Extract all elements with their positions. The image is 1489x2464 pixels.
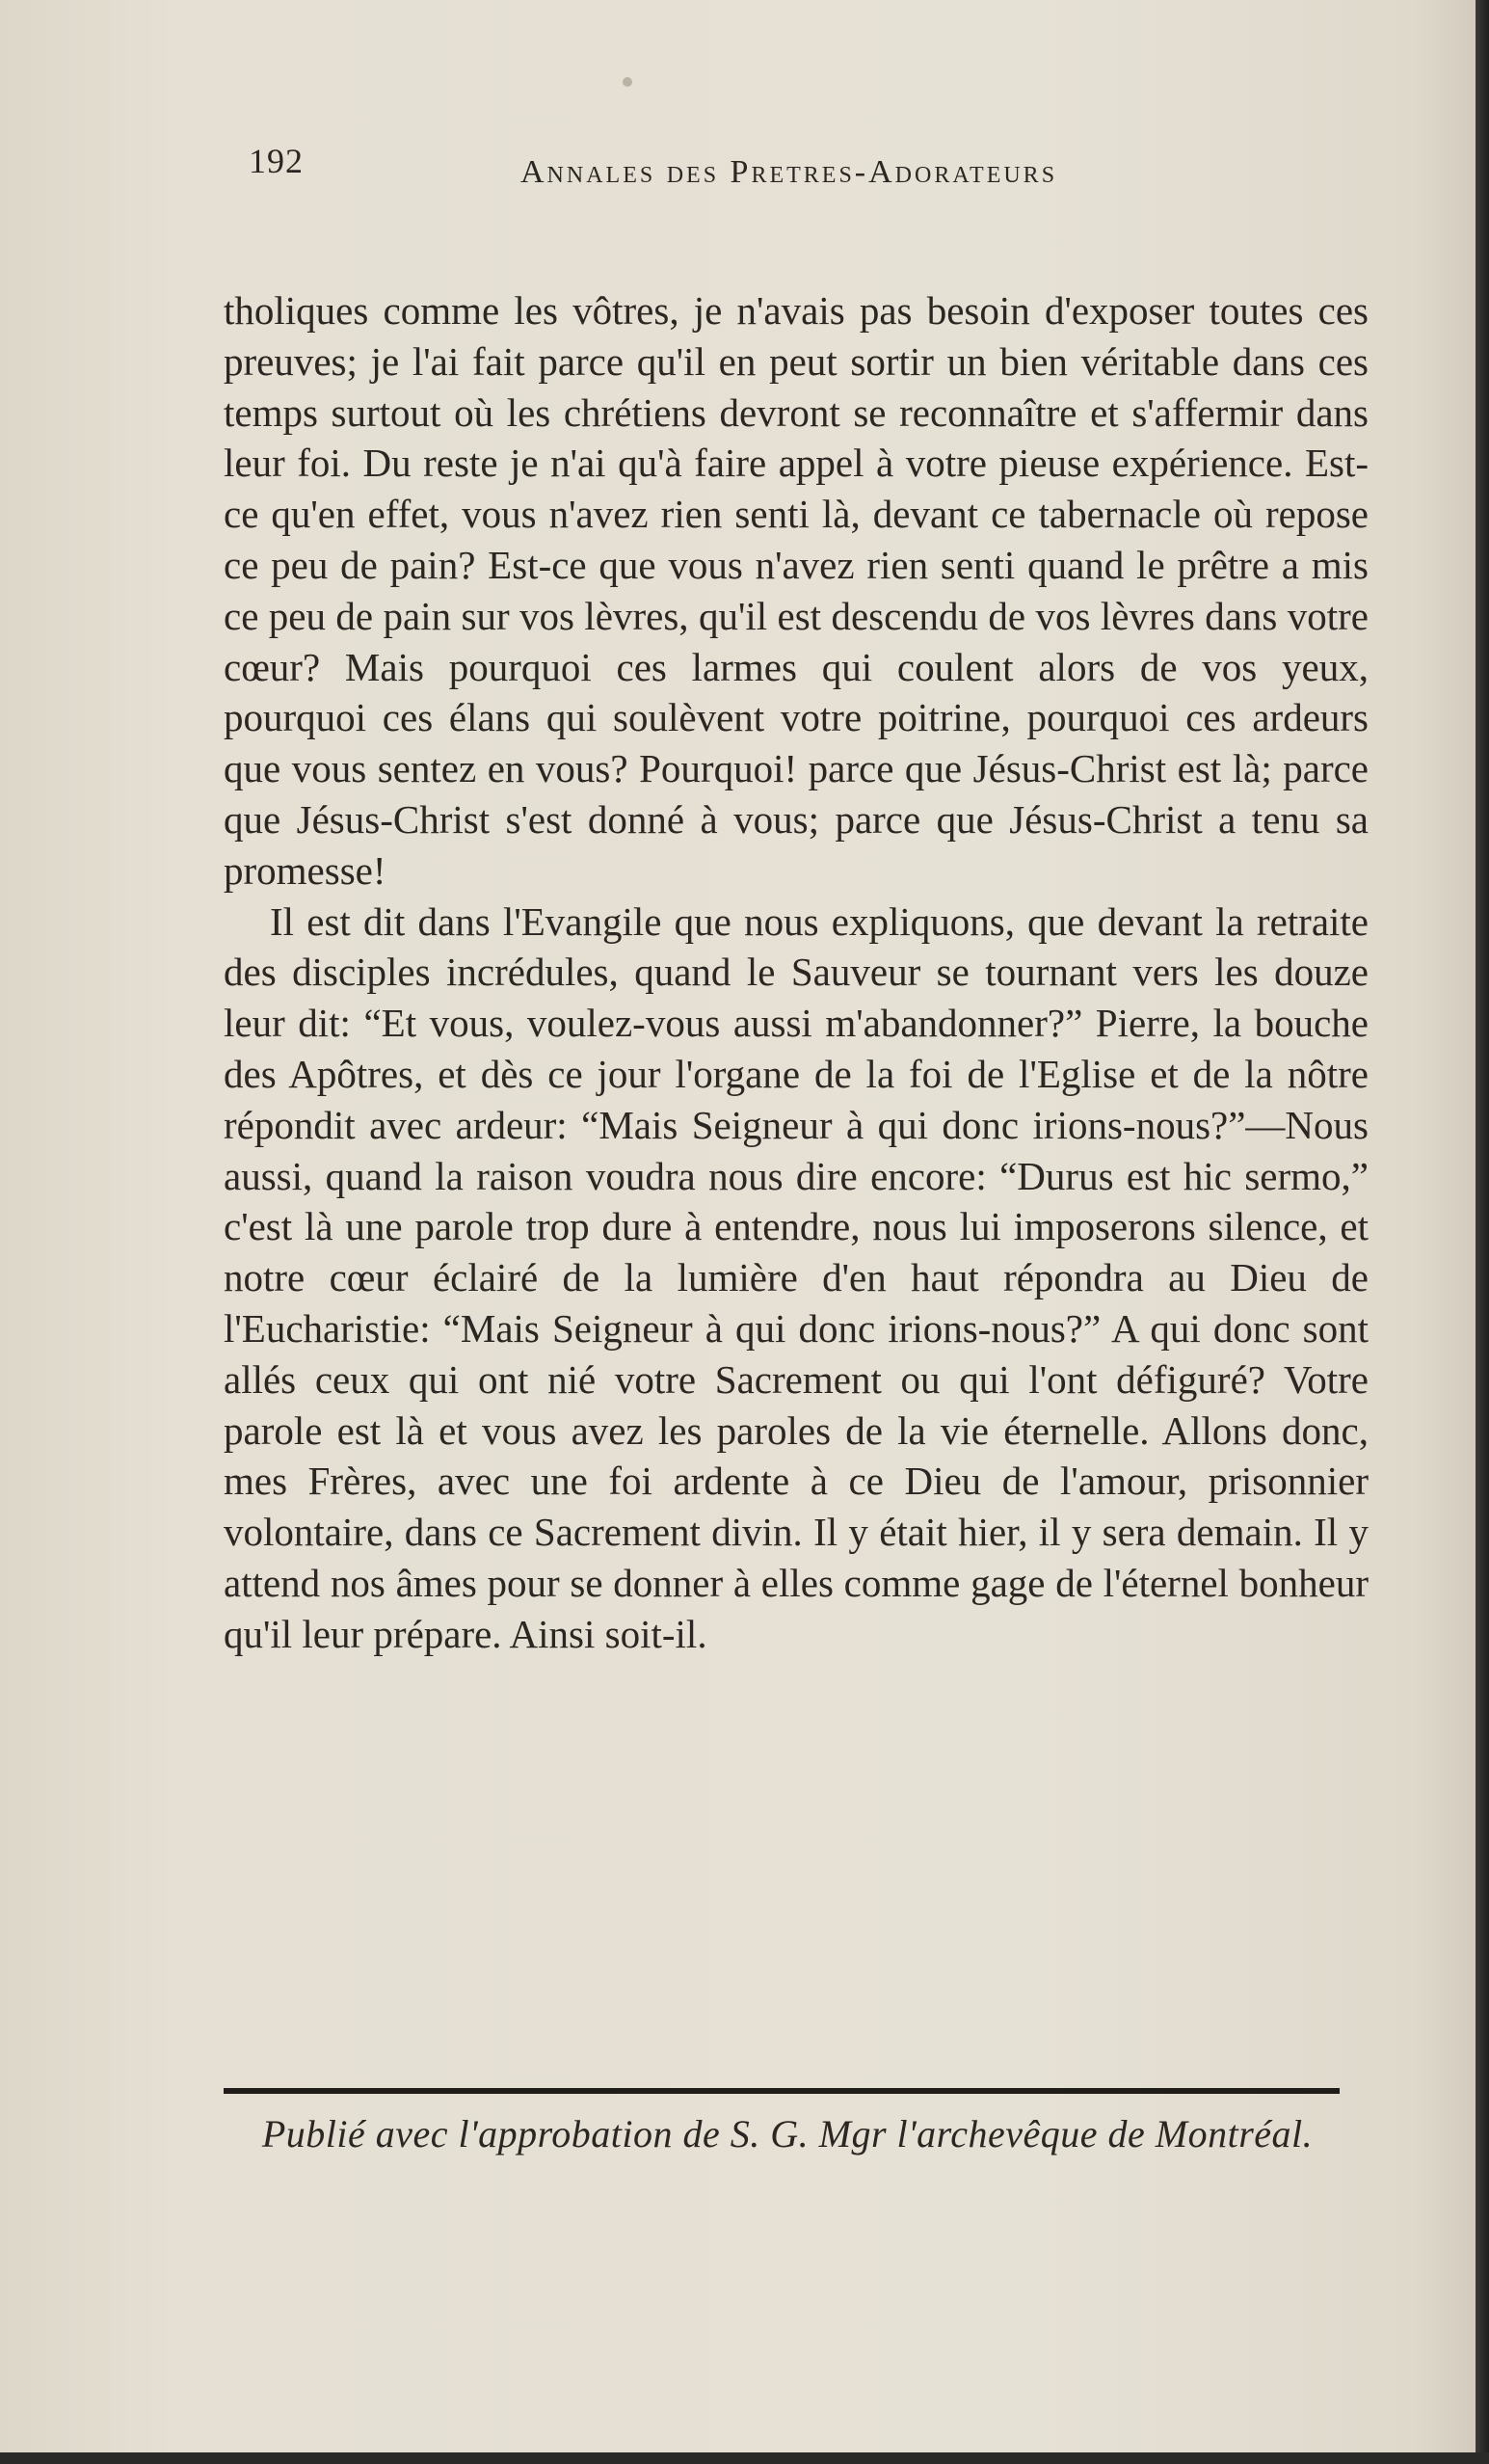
- page-edge-shadow: [1476, 0, 1489, 2464]
- paragraph-continuation: tholiques comme les vôtres, je n'avais pas besoin d'exposer toutes ces preuves; je l'ai fait parce qu'il en peut sortir un bien véritable dans ces temps surtout où les chrétiens devront se reconnaître et s'affermir dans leur foi. Du reste je n'ai qu'à faire appel à votre pieuse expérience. Est-ce qu'en effet, vous n'avez rien senti là, devant ce tabernacle où repose ce peu de pain? Est-ce que vous n'avez rien senti quand le prêtre a mis ce peu de pain sur vos lèvres, qu'il est descendu de vos lèvres dans votre cœur? Mais pourquoi ces larmes qui coulent alors de vos yeux, pourquoi ces élans qui soulèvent votre poitrine, pourquoi ces ardeurs que vous sentez en vous? Pourquoi! parce que Jésus-Christ est là; parce que Jésus-Christ s'est donné à vous; parce que Jésus-Christ a tenu sa promesse!: [224, 288, 1369, 893]
- paragraph-evangile: Il est dit dans l'Evangile que nous expliquons, que devant la retraite des disciples incrédules, quand le Sauveur se tournant vers les douze leur dit: “Et vous, voulez-vous aussi m'abandonner?” Pierre, la bouche des Apôtres, et dès ce jour l'organe de la foi de l'Eglise et de la nôtre répondit avec ardeur: “Mais Seigneur à qui donc irions-nous?”—Nous aussi, quand la raison voudra nous dire encore: “Durus est hic sermo,” c'est là une parole trop dure à entendre, nous lui imposerons silence, et notre cœur éclairé de la lumière d'en haut répondra au Dieu de l'Eucharistie: “Mais Seigneur à qui donc irions-nous?” A qui donc sont allés ceux qui ont nié votre Sacrement ou qui l'ont défiguré? Votre parole est là et vous avez les paroles de la vie éternelle. Allons donc, mes Frères, avec une foi ardente à ce Dieu de l'amour, prisonnier volontaire, dans ce Sacrement divin. Il y était hier, il y sera demain. Il y attend nos âmes pour se donner à elles comme gage de l'éternel bonheur qu'il leur prépare. Ainsi soit-il.: [224, 898, 1369, 1656]
- page-bottom-edge: [0, 2452, 1489, 2464]
- running-title: Annales des Pretres-Adorateurs: [520, 154, 1058, 190]
- footer-rule: [224, 2088, 1340, 2094]
- page-number: 192: [249, 142, 304, 180]
- body-text: [224, 285, 1369, 1660]
- paper-speck: [623, 77, 632, 87]
- approbation-note: Publié avec l'approbation de S. G. Mgr l'archevêque de Montréal.: [261, 2112, 1314, 2156]
